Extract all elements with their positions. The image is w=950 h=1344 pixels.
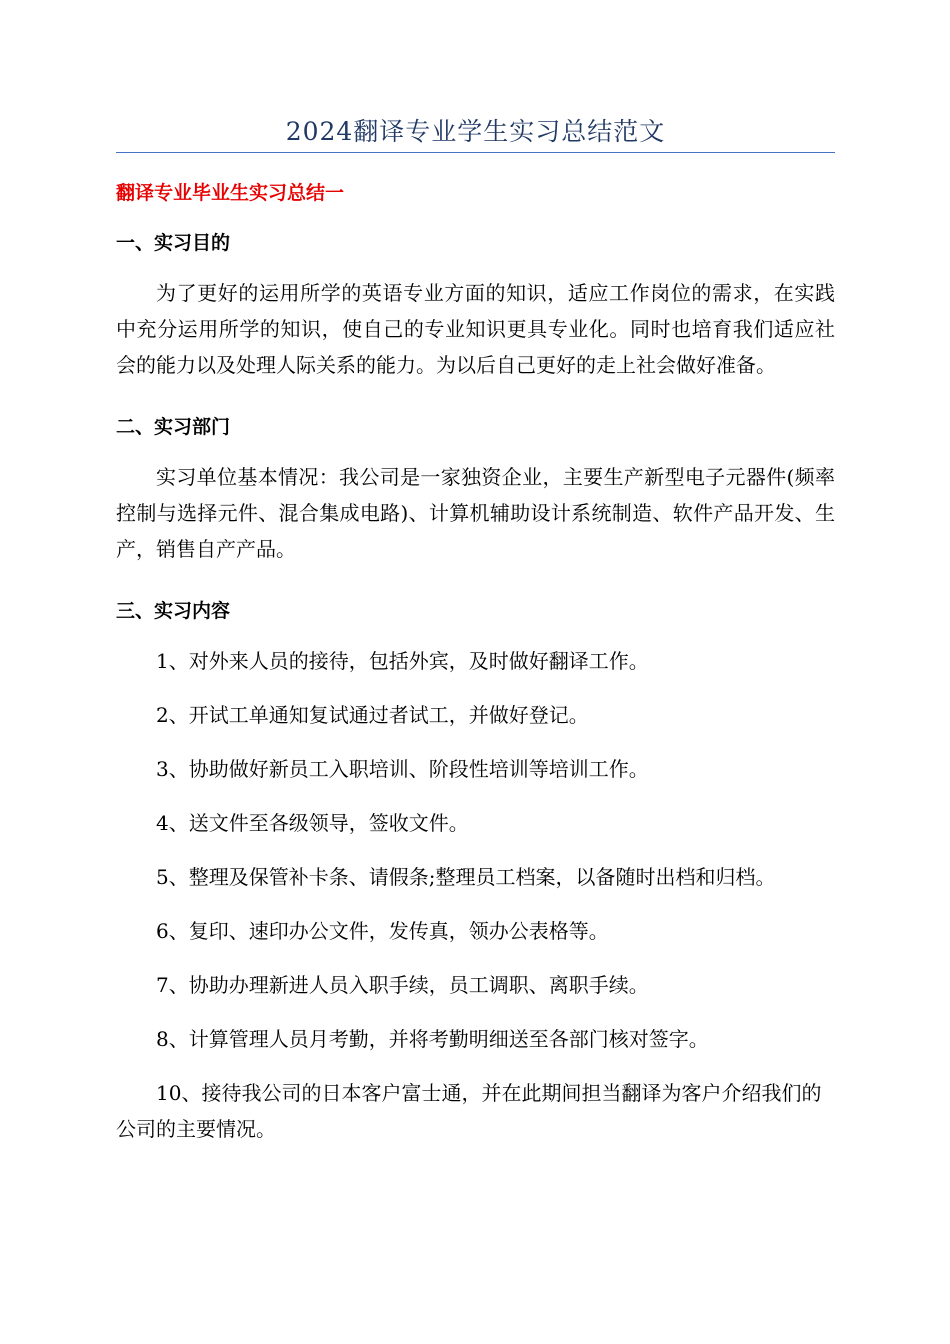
title-divider [116, 152, 835, 153]
list-item: 10、接待我公司的日本客户富士通，并在此期间担当翻译为客户介绍我们的公司的主要情况。 [116, 1081, 822, 1141]
list-item: 6、复印、速印办公文件，发传真，领办公表格等。 [156, 919, 609, 943]
section-heading-purpose: 一、实习目的 [116, 232, 231, 254]
list-item: 8、计算管理人员月考勤，并将考勤明细送至各部门核对签字。 [156, 1027, 709, 1051]
list-item: 2、开试工单通知复试通过者试工，并做好登记。 [156, 703, 589, 727]
list-item: 1、对外来人员的接待，包括外宾，及时做好翻译工作。 [156, 649, 649, 673]
section-paragraph-purpose: 为了更好的运用所学的英语专业方面的知识，适应工作岗位的需求，在实践中充分运用所学的知识，使自己的专业知识更具专业化。同时也培育我们适应社会的能力以及处理人际关系的能力。为以后自己更好的走上社会做好准备。 [116, 281, 835, 377]
section-heading-department: 二、实习部门 [116, 416, 231, 438]
list-item: 4、送文件至各级领导，签收文件。 [156, 811, 469, 835]
list-item: 3、协助做好新员工入职培训、阶段性培训等培训工作。 [156, 757, 649, 781]
subtitle-heading: 翻译专业毕业生实习总结一 [116, 182, 345, 204]
document-title: 2024翻译专业学生实习总结范文 [285, 117, 666, 146]
list-item: 5、整理及保管补卡条、请假条;整理员工档案，以备随时出档和归档。 [156, 865, 776, 889]
section-paragraph-department: 实习单位基本情况：我公司是一家独资企业，主要生产新型电子元器件(频率控制与选择元件、混合集成电路)、计算机辅助设计系统制造、软件产品开发、生产，销售自产产品。 [116, 465, 835, 561]
list-item: 7、协助办理新进人员入职手续，员工调职、离职手续。 [156, 973, 649, 997]
section-heading-content: 三、实习内容 [116, 600, 231, 622]
document-page [116, 112, 835, 1147]
